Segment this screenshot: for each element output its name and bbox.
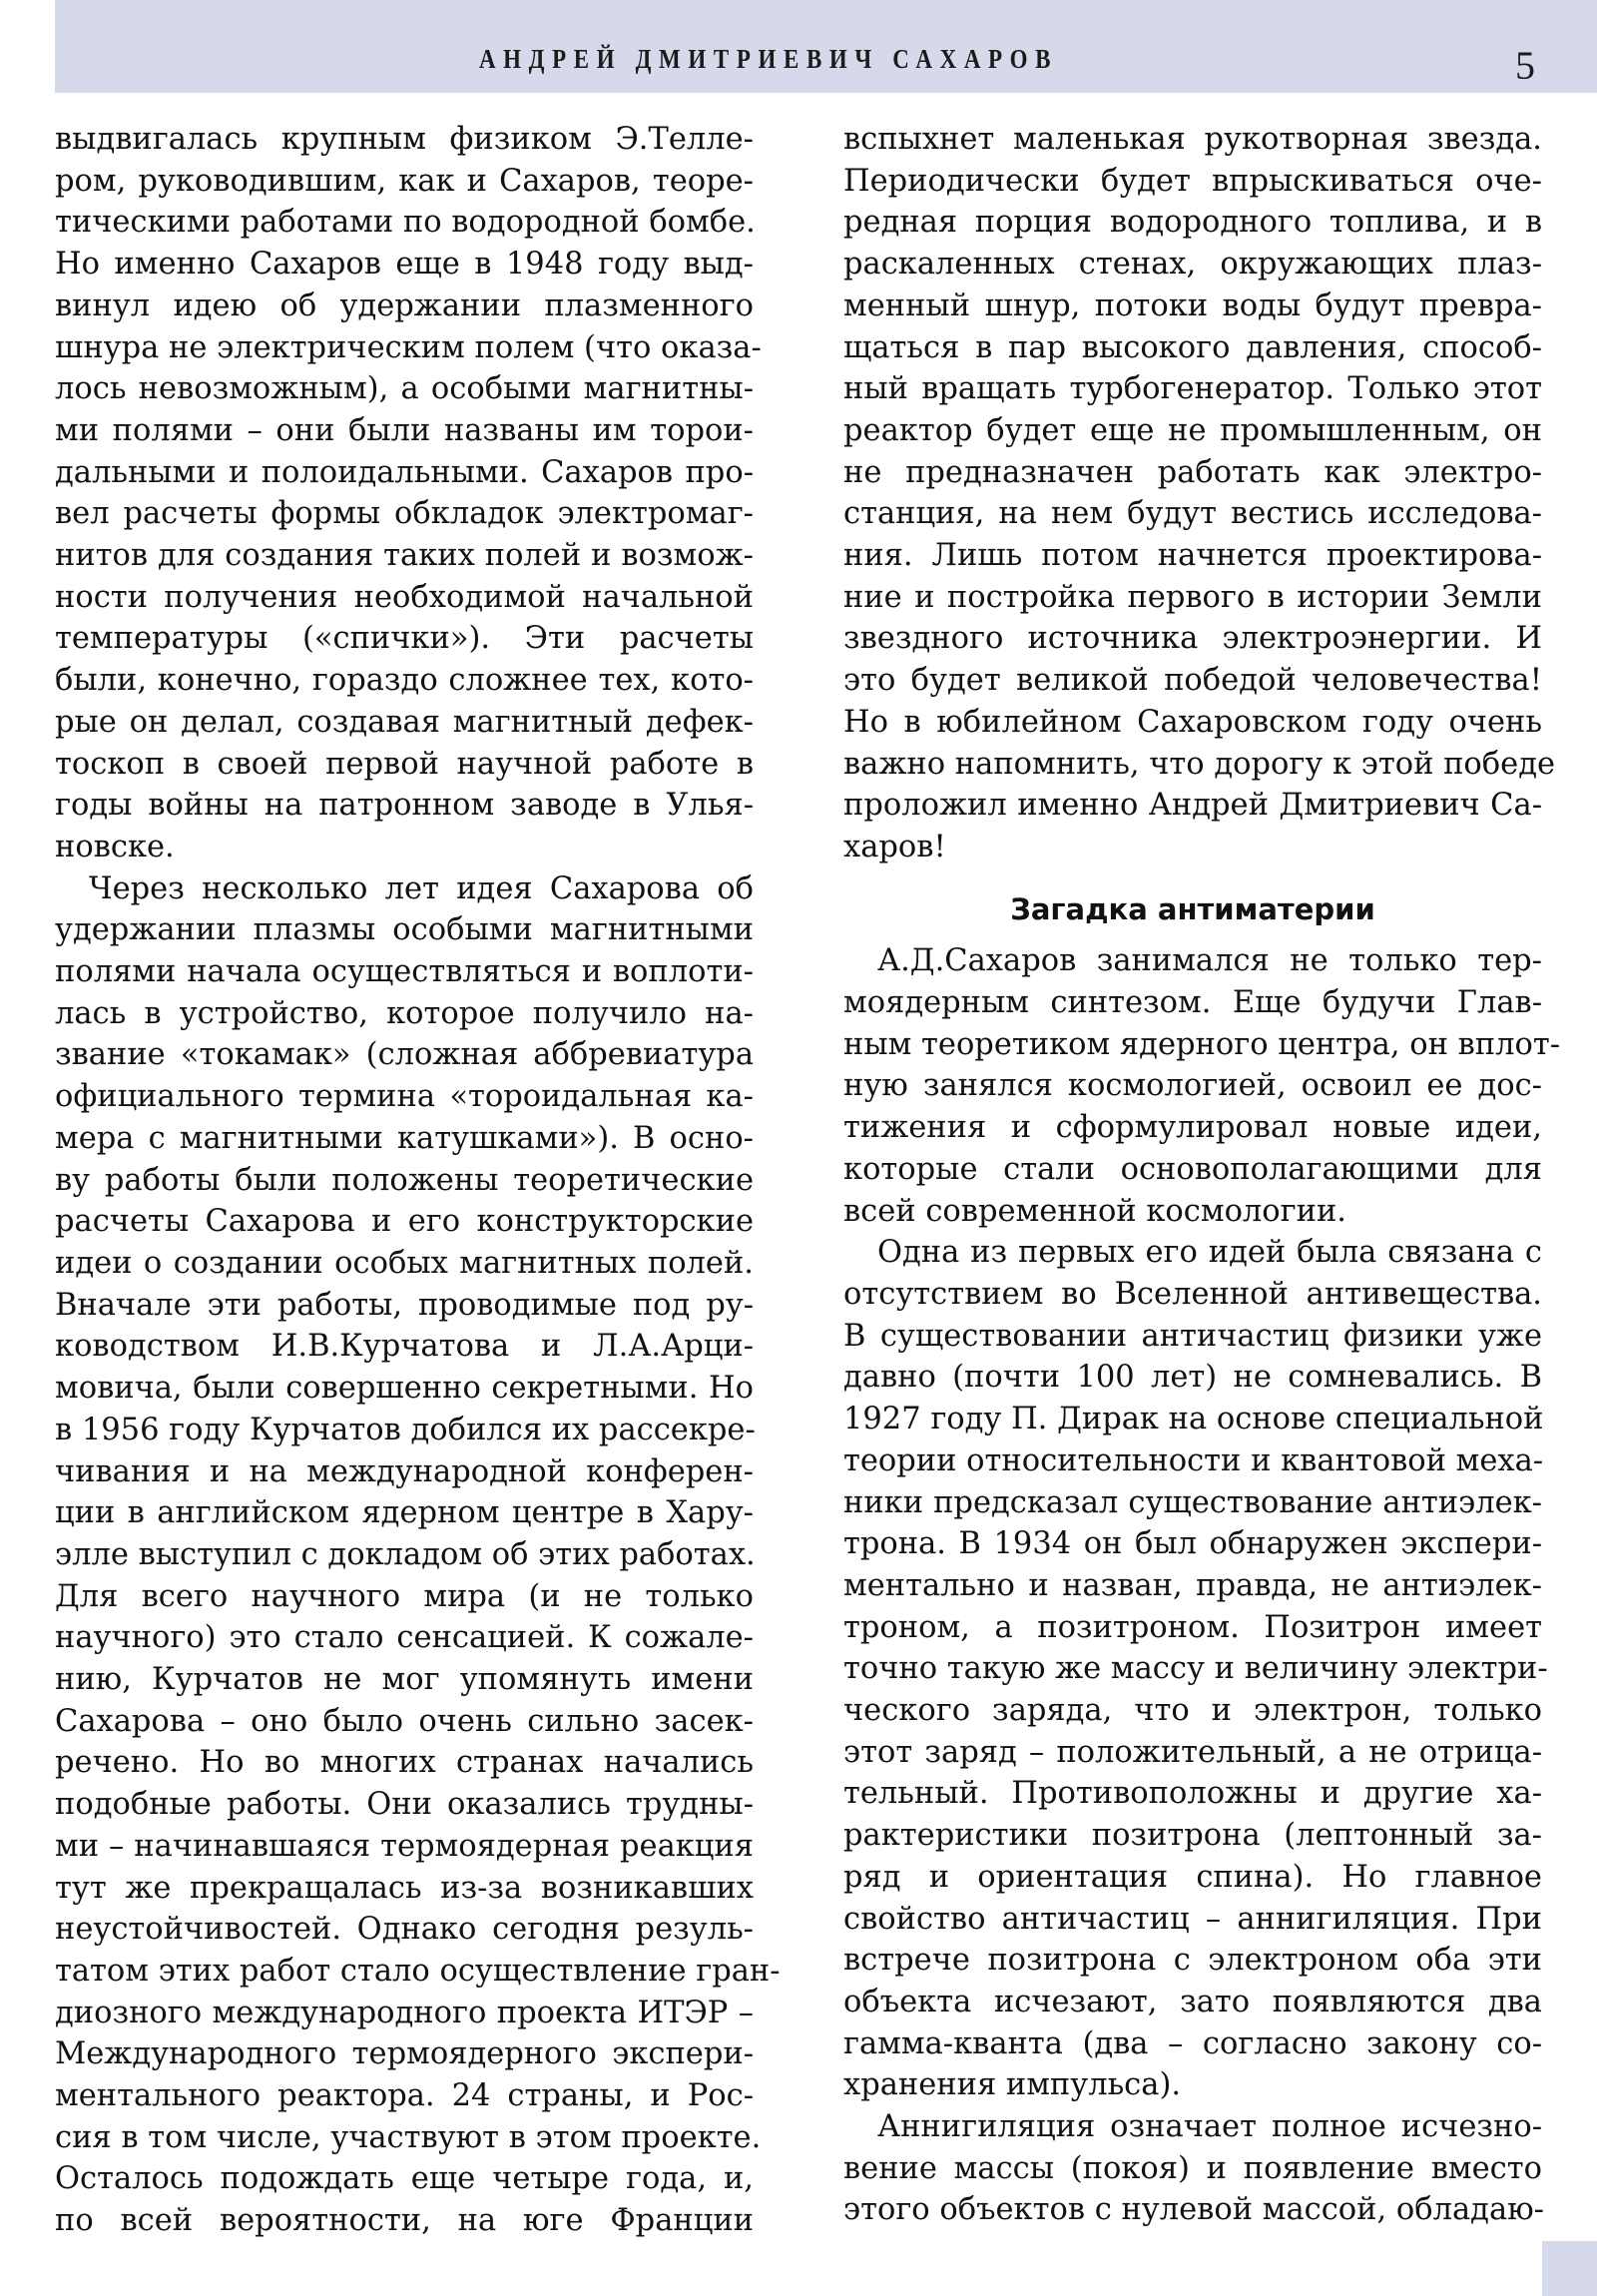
text-line: тижения и сформулировал новые идеи,: [843, 1110, 1542, 1146]
text-line: ководством И.В.Курчатова и Л.А.Арци-: [55, 1329, 754, 1365]
section-heading: Загадка антиматерии: [1010, 891, 1375, 926]
text-line: моядерным синтезом. Еще будучи Глав-: [843, 985, 1542, 1021]
text-line: встрече позитрона с электроном оба эти: [843, 1943, 1542, 1979]
text-line: отсутствием во Вселенной антивещества.: [843, 1276, 1542, 1312]
text-line: чивания и на международной конферен-: [55, 1453, 754, 1489]
text-line: подобные работы. Они оказались трудны-: [55, 1787, 754, 1823]
text-line: реактор будет еще не промышленным, он: [843, 412, 1542, 448]
text-line: тут же прекращалась из-за возникавших: [55, 1870, 754, 1906]
text-line: раскаленных стенах, окружающих плаз-: [843, 247, 1542, 283]
text-line: Периодически будет впрыскиваться оче-: [843, 163, 1542, 199]
text-line: троном, а позитроном. Позитрон имеет: [843, 1609, 1542, 1645]
text-line: ряд и ориентация спина). Но главное: [843, 1859, 1542, 1895]
text-line: сия в том числе, участвуют в этом проекте.: [55, 2119, 762, 2155]
text-line: ми – начинавшаяся термоядерная реакция: [55, 1828, 754, 1864]
text-line: 1927 году П. Дирак на основе специальной: [843, 1402, 1544, 1437]
text-line: тоскоп в своей первой научной работе в: [55, 746, 754, 782]
text-line: Международного термоядерного экспери-: [55, 2036, 754, 2072]
paragraph: [843, 940, 1561, 1232]
text-line: объекта исчезают, зато появляются два: [843, 1984, 1542, 2019]
text-line: гамма-кванта (два – согласно закону со-: [843, 2025, 1542, 2061]
text-line: по всей вероятности, на юге Франции: [55, 2203, 754, 2239]
text-line: нию, Курчатов не мог упомянуть имени: [55, 1662, 754, 1698]
text-line: ции в английском ядерном центре в Хару-: [55, 1495, 754, 1531]
text-line: станция, на нем будут вестись исследова-: [843, 496, 1542, 532]
text-line: в 1956 году Курчатов добился их рассекре-: [55, 1412, 756, 1447]
paragraph: [843, 119, 1556, 868]
text-line: Но в юбилейном Сахаровском году очень: [843, 704, 1542, 740]
text-line: ми полями – они были названы им торои-: [55, 412, 754, 448]
text-line: трона. В 1934 он был обнаружен экспери-: [843, 1526, 1542, 1562]
text-line: температуры («спички»). Эти расчеты: [55, 621, 754, 657]
text-line: выдвигалась крупным физиком Э.Телле-: [55, 122, 754, 157]
text-line: проложил именно Андрей Дмитриевич Са-: [843, 788, 1542, 824]
text-line: Но именно Сахаров еще в 1948 году выд-: [55, 247, 754, 283]
text-line: редная порция водородного топлива, и в: [843, 205, 1542, 241]
text-line: неустойчивостей. Однако сегодня резуль-: [55, 1912, 754, 1948]
text-line: ческого заряда, что и электрон, только: [843, 1693, 1542, 1729]
text-line: ный вращать турбогенератор. Только этот: [843, 371, 1542, 407]
text-line: ние и постройка первого в истории Земли: [843, 579, 1542, 615]
text-line: В существовании античастиц физики уже: [843, 1318, 1542, 1354]
text-line: которые стали основополагающими для: [843, 1151, 1542, 1187]
text-line: рые он делал, создавая магнитный дефек-: [55, 704, 754, 740]
text-line: менный шнур, потоки воды будут превра-: [843, 287, 1542, 323]
text-line: шнура не электрическим полем (что оказа-: [55, 329, 762, 365]
text-line: ром, руководившим, как и Сахаров, теоре-: [55, 163, 754, 199]
running-title: АНДРЕЙ ДМИТРИЕВИЧ САХАРОВ: [478, 44, 1059, 74]
text-line: лось невозможным), а особыми магнитны-: [55, 371, 754, 407]
text-line: Одна из первых его идей была связана с: [877, 1235, 1542, 1271]
text-line: Через несколько лет идея Сахарова об: [89, 870, 754, 906]
text-line: ную занялся космологией, освоил ее дос-: [843, 1068, 1542, 1104]
text-line: официального термина «тороидальная ка-: [55, 1079, 754, 1115]
text-line: свойство античастиц – аннигиляция. При: [843, 1901, 1542, 1937]
text-line: нитов для создания таких полей и возмож-: [55, 538, 754, 574]
text-line: точно такую же массу и величину электри-: [843, 1651, 1548, 1687]
text-line: Вначале эти работы, проводимые под ру-: [55, 1287, 754, 1323]
text-line: ным теоретиком ядерного центра, он вплот-: [843, 1026, 1561, 1062]
paragraph: [55, 119, 762, 868]
text-line: Сахарова – оно было очень сильно засек-: [55, 1703, 754, 1739]
text-line: удержании плазмы особыми магнитными: [55, 912, 754, 948]
text-line: мовича, были совершенно секретными. Но: [55, 1371, 754, 1407]
text-line: харов!: [843, 829, 946, 864]
text-line: А.Д.Сахаров занимался не только тер-: [877, 943, 1542, 979]
text-line: вспыхнет маленькая рукотворная звезда.: [843, 122, 1542, 157]
text-line: научного) это стало сенсацией. К сожале-: [55, 1620, 754, 1656]
left-column: [55, 119, 781, 2242]
text-line: важно напомнить, что дорогу к этой победе: [843, 746, 1556, 782]
text-line: дальными и полоидальными. Сахаров про-: [55, 454, 754, 490]
text-line: винул идею об удержании плазменного: [55, 287, 754, 323]
text-line: ву работы были положены теоретические: [55, 1162, 754, 1198]
text-line: годы войны на патронном заводе в Улья-: [55, 788, 754, 824]
text-line: речено. Но во многих странах начались: [55, 1745, 754, 1781]
text-line: Осталось подождать еще четыре года, и,: [55, 2161, 754, 2197]
right-column: [843, 119, 1561, 2231]
text-line: этот заряд – положительный, а не отрица-: [843, 1734, 1542, 1770]
text-line: это будет великой победой человечества!: [843, 663, 1542, 699]
text-line: теории относительности и квантовой меха-: [843, 1442, 1544, 1478]
text-line: мера с магнитными катушками»). В осно-: [55, 1120, 754, 1156]
text-line: тельный. Противоположны и другие ха-: [843, 1776, 1542, 1812]
text-line: всей современной космологии.: [843, 1193, 1346, 1229]
page-number: 5: [1515, 43, 1535, 88]
text-line: расчеты Сахарова и его конструкторские: [55, 1204, 754, 1240]
text-line: давно (почти 100 лет) не сомневались. В: [843, 1360, 1542, 1396]
text-line: щаться в пар высокого давления, способ-: [843, 329, 1542, 365]
text-line: Аннигиляция означает полное исчезно-: [877, 2109, 1542, 2145]
text-line: ментального реактора. 24 страны, и Рос-: [55, 2078, 754, 2114]
text-line: полями начала осуществляться и воплоти-: [55, 954, 754, 990]
text-line: ментально и назван, правда, не антиэлек-: [843, 1567, 1542, 1603]
text-line: элле выступил с докладом об этих работах.: [55, 1536, 756, 1572]
text-line: диозного международного проекта ИТЭР –: [55, 1995, 754, 2030]
text-line: ния. Лишь потом начнется проектирова-: [843, 538, 1542, 574]
text-line: тическими работами по водородной бомбе.: [55, 205, 756, 241]
text-line: ности получения необходимой начальной: [55, 579, 754, 615]
paragraph: [843, 2106, 1542, 2231]
text-line: вел расчеты формы обкладок электромаг-: [55, 496, 754, 532]
text-line: татом этих работ стало осуществление гран-: [55, 1953, 781, 1989]
text-line: звание «токамак» (сложная аббревиатура: [55, 1037, 754, 1073]
text-line: этого объектов с нулевой массой, обладаю-: [843, 2192, 1544, 2228]
text-line: хранения импульса).: [843, 2067, 1182, 2103]
text-line: вение массы (покоя) и появление вместо: [843, 2150, 1542, 2186]
text-line: новске.: [55, 829, 175, 864]
text-line: не предназначен работать как электро-: [843, 454, 1542, 490]
text-line: лась в устройство, которое получило на-: [55, 995, 754, 1031]
text-line: ники предсказал существование антиэлек-: [843, 1484, 1542, 1520]
text-line: идеи о создании особых магнитных полей.: [55, 1245, 754, 1281]
text-line: рактеристики позитрона (лептонный за-: [843, 1818, 1542, 1854]
paragraph: [843, 1232, 1548, 2106]
corner-decoration: [1542, 2241, 1597, 2296]
text-line: были, конечно, гораздо сложнее тех, кото-: [55, 663, 754, 699]
text-line: звездного источника электроэнергии. И: [843, 621, 1542, 657]
text-line: Для всего научного мира (и не только: [55, 1578, 754, 1614]
paragraph: [55, 868, 781, 2242]
